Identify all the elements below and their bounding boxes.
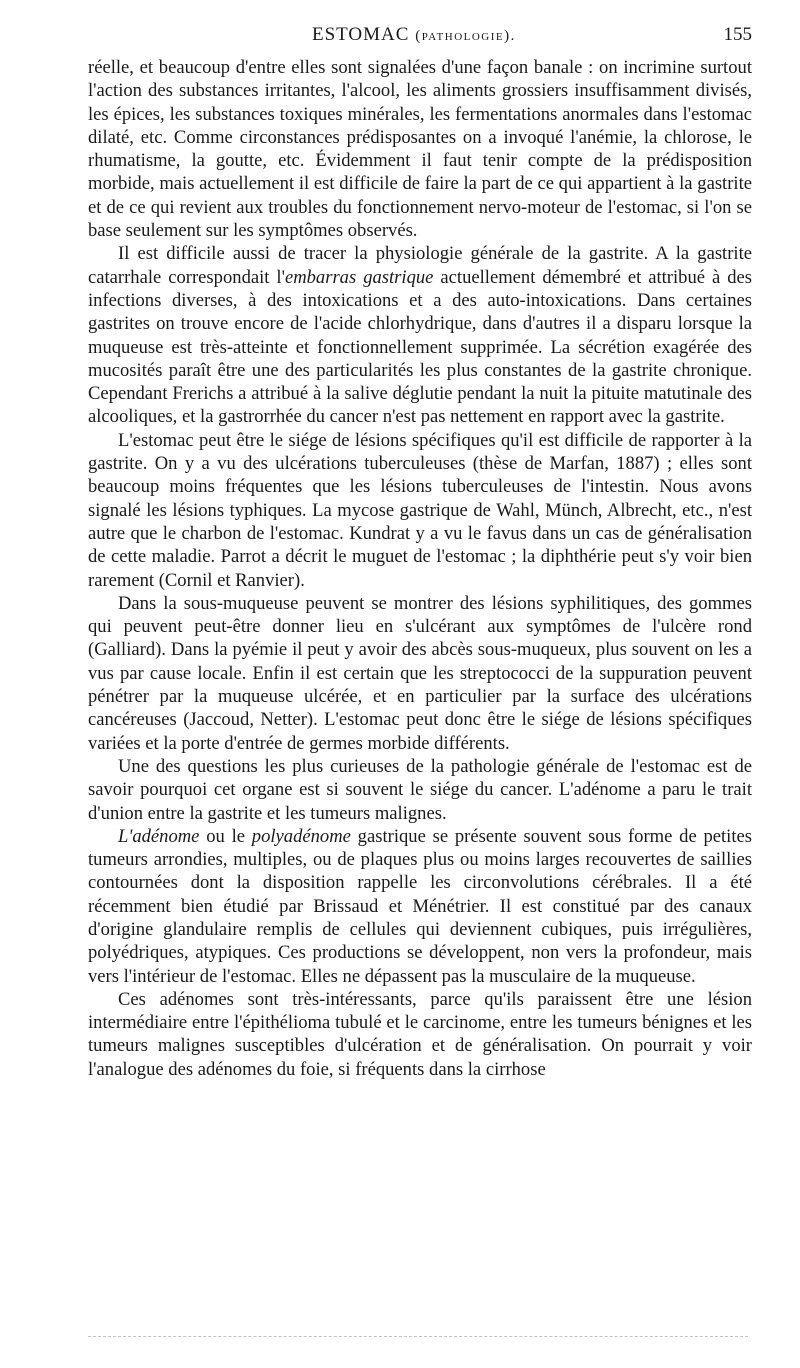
italic-term: L'adénome: [118, 825, 200, 847]
paragraph: Ces adénomes sont très-intéressants, parce qu'ils paraissent être une lésion intermédiaire entre l'épithélioma tubulé et le carcinome, entre les tumeurs bénignes et les tumeurs malignes susceptibles d'ulcération et de généralisation. On pourrait y voir l'analogue des adénomes du foie, si fréquents dans la cirrhose: [88, 988, 752, 1080]
running-head: [88, 20, 752, 50]
paragraph-text: Il est difficile aussi de tracer la physiologie générale de la gastrite. A la gastrite catarrhale correspondait l': [88, 243, 752, 288]
paragraph-text: gastrique se présente souvent sous forme de petites tumeurs arrondies, multiples, ou de plaques plus ou moins larges recouvertes de saillies contournées dont la disposition rappelle les circonvolutions cérébrales. Il a été récemment bien étudié par Brissaud et Ménétrier. Il est constitué par des canaux d'origine glandulaire remplis de cellules qui deviennent cubiques, puis irrégulières, polyédriques, atypiques. Ces productions se développent, non vers la profondeur, mais vers l'intérieur de l'estomac. Elles ne dépassent pas la musculaire de la muqueuse.: [88, 825, 752, 987]
italic-term: embarras gastrique: [284, 266, 434, 288]
running-title-main: ESTOMAC: [312, 24, 410, 45]
italic-term: polyadénome: [251, 825, 351, 847]
paragraph: [88, 242, 752, 428]
paragraph-text: actuellement démembré et attribué à des infections diverses, à des intoxications et a des auto-intoxications. Dans certaines gastrites on trouve encore de l'acide chlorhydrique, dans d'autres il a disparu lorsque la muqueuse est très-atteinte et fonctionnellement supprimée. La sécrétion exagérée des mucosités paraît être une des particularités les plus constantes de la gastrite chronique. Cependant Frerichs a attribué à la salive déglutie pendant la nuit la pituite matutinale des alcooliques, et la gastrorrhée du cancer n'est pas nettement en rapport avec la gastrite.: [88, 266, 752, 428]
page: [88, 20, 752, 1081]
running-title-subtitle: (pathologie).: [415, 28, 516, 44]
paragraph: [88, 825, 752, 988]
running-title: [312, 24, 516, 46]
footer-rule: [88, 1336, 748, 1337]
paragraph: Dans la sous-muqueuse peuvent se montrer des lésions syphilitiques, des gommes qui peuvent peut-être donner lieu en s'ulcérant aux symptômes de l'ulcère rond (Galliard). Dans la pyémie il peut y avoir des abcès sous-muqueux, plus souvent on les a vus par cause locale. Enfin il est certain que les streptococci de la suppuration peuvent pénétrer par la muqueuse ulcérée, et en particulier par la surface des ulcérations cancéreuses (Jaccoud, Netter). L'estomac peut donc être le siége de lésions spécifiques variées et la porte d'entrée de germes morbide différents.: [88, 592, 752, 754]
paragraph: réelle, et beaucoup d'entre elles sont signalées d'une façon banale : on incrimine surtout l'action des substances irritantes, l'alcool, les aliments grossiers insuffisamment divisés, les épices, les substances toxiques minérales, les fermentations anormales dans l'estomac dilaté, etc. Comme circonstances prédisposantes on a invoqué l'anémie, la chlorose, le rhumatisme, la goutte, etc. Évidemment il faut tenir compte de la prédisposition morbide, mais actuellement il est difficile de faire la part de ce qui appartient à la gastrite et de ce qui revient aux troubles du fonctionnement nervo-moteur de l'estomac, si l'on se base seulement sur les symptômes observés.: [88, 57, 752, 242]
paragraph: Une des questions les plus curieuses de la pathologie générale de l'estomac est de savoir pourquoi cet organe est si souvent le siége du cancer. L'adénome a paru le trait d'union entre la gastrite et les tumeurs malignes.: [88, 755, 752, 824]
paragraph: L'estomac peut être le siége de lésions spécifiques qu'il est difficile de rapporter à la gastrite. On y a vu des ulcérations tuberculeuses (thèse de Marfan, 1887) ; elles sont beaucoup moins fréquentes que les lésions tuberculeuses de l'intestin. Nous avons signalé les lésions typhiques. La mycose gastrique de Wahl, Münch, Albrecht, etc., n'est autre que le charbon de l'estomac. Kundrat y a vu le favus dans un cas de généralisation de cette maladie. Parrot a décrit le muguet de l'estomac ; la diphthérie peut s'y voir bien rarement (Cornil et Ranvier).: [88, 429, 752, 591]
body-text: [88, 56, 752, 1081]
paragraph-text: ou le: [199, 825, 252, 847]
page-number: 155: [723, 24, 752, 45]
